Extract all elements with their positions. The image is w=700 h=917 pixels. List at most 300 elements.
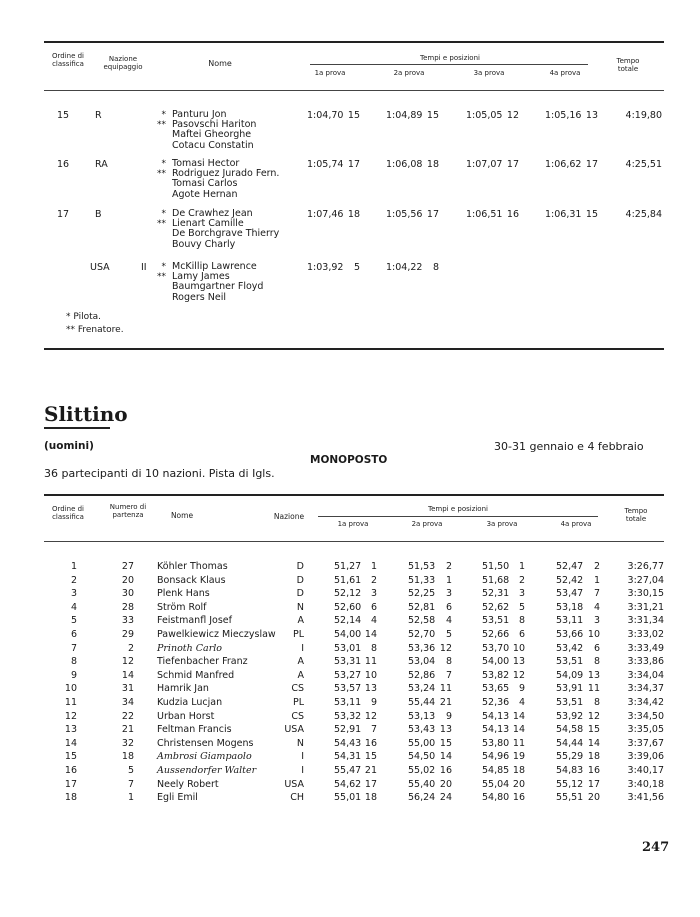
bob-run4: 1:05,16 xyxy=(545,110,582,121)
luge-pos2: 6 xyxy=(445,601,452,613)
luge-pos3: 10 xyxy=(512,642,525,654)
luge-nation: CS xyxy=(291,710,304,722)
luge-run2: 52,25 xyxy=(408,588,436,600)
luge-rank: 16 xyxy=(64,765,77,776)
table-row xyxy=(0,656,700,669)
section-title: Slittino xyxy=(44,402,128,426)
luge-pos2: 2 xyxy=(445,561,452,572)
luge-start-number: 1 xyxy=(127,792,134,804)
luge-pos1: 12 xyxy=(364,710,377,722)
luge-run3: 54,13 xyxy=(482,724,510,736)
luge-pos2: 8 xyxy=(445,656,452,668)
bob-run2: 1:06,08 xyxy=(386,159,423,170)
luge-total: 3:40,18 xyxy=(627,778,664,790)
luge-run1: 54,43 xyxy=(334,737,362,749)
luge-run1: 55,01 xyxy=(334,792,362,804)
bob-pos2: 17 xyxy=(426,209,439,220)
luge-run1: 54,00 xyxy=(334,629,362,640)
luge-run3: 54,96 xyxy=(482,751,510,763)
bob-header-rank: Ordine di classifica xyxy=(51,52,84,68)
bob-header-run2: 2a prova xyxy=(393,69,425,77)
luge-nation: USA xyxy=(284,778,304,790)
luge-header-run3: 3a prova xyxy=(486,520,518,528)
luge-header-rule xyxy=(44,541,664,542)
bob-pos4: 15 xyxy=(585,209,598,220)
luge-nation: PL xyxy=(292,697,304,708)
luge-rank: 13 xyxy=(64,724,77,736)
luge-run1: 52,14 xyxy=(334,615,362,627)
luge-run4: 54,09 xyxy=(556,669,584,681)
luge-total: 3:34,04 xyxy=(627,669,664,681)
table-row xyxy=(0,670,700,683)
luge-total: 3:30,15 xyxy=(627,588,664,600)
luge-athlete-name: Ström Rolf xyxy=(157,601,207,613)
luge-top-rule xyxy=(44,494,664,496)
bob-crew: McKillip Lawrence Lamy James Baumgartner Floyd Rogers Neil xyxy=(172,261,264,303)
luge-run3: 53,70 xyxy=(482,642,510,654)
luge-pos4: 20 xyxy=(587,792,600,804)
luge-run2: 52,70 xyxy=(408,629,436,640)
luge-pos1: 15 xyxy=(364,751,377,763)
luge-run4: 55,12 xyxy=(556,778,584,790)
bob-pos1: 5 xyxy=(353,262,360,273)
luge-nation: A xyxy=(297,615,304,627)
luge-run2: 55,02 xyxy=(408,765,436,776)
luge-total: 3:31,21 xyxy=(627,601,664,613)
bob-rank: 17 xyxy=(57,209,70,220)
luge-run1: 51,27 xyxy=(334,561,362,572)
luge-pos3: 19 xyxy=(512,751,525,763)
luge-rank: 3 xyxy=(70,588,77,600)
table-row xyxy=(0,588,700,601)
luge-athlete-name: Christensen Mogens xyxy=(157,737,254,749)
luge-header-nation: Nazione xyxy=(273,512,305,521)
luge-run1: 52,12 xyxy=(334,588,362,600)
luge-start-number: 7 xyxy=(127,778,134,790)
event-summary: 36 partecipanti di 10 nazioni. Pista di Igls. xyxy=(44,467,275,480)
luge-rank: 11 xyxy=(64,697,77,708)
luge-pos3: 3 xyxy=(518,588,525,600)
bob-nation: B xyxy=(95,209,102,220)
luge-start-number: 14 xyxy=(121,669,134,681)
luge-pos1: 11 xyxy=(364,656,377,668)
luge-total: 3:31,34 xyxy=(627,615,664,627)
luge-header-rank: Ordine di classifica xyxy=(51,505,84,521)
bob-total: 4:25,84 xyxy=(625,209,662,220)
luge-pos1: 16 xyxy=(364,737,377,749)
luge-pos4: 11 xyxy=(587,683,600,695)
luge-nation: I xyxy=(301,751,304,763)
bob-team-number: II xyxy=(141,262,147,273)
luge-athlete-name: Aussendorfer Walter xyxy=(157,765,257,776)
luge-run4: 53,11 xyxy=(556,615,584,627)
luge-run4: 53,51 xyxy=(556,697,584,708)
luge-run1: 53,01 xyxy=(334,642,362,654)
bob-pos3: 16 xyxy=(506,209,519,220)
bob-header-times-rule xyxy=(310,64,588,65)
luge-run1: 55,47 xyxy=(334,765,362,776)
bob-run4: 1:06,31 xyxy=(545,209,582,220)
bob-run1: 1:05,74 xyxy=(307,159,344,170)
luge-pos2: 24 xyxy=(439,792,452,804)
luge-pos4: 18 xyxy=(587,751,600,763)
luge-pos3: 14 xyxy=(512,724,525,736)
bob-run2: 1:04,89 xyxy=(386,110,423,121)
bob-bottom-rule xyxy=(44,348,664,350)
bob-crew: De Crawhez Jean Lienart Camille De Borchgrave Thierry Bouvy Charly xyxy=(172,208,280,250)
luge-pos2: 4 xyxy=(445,615,452,627)
luge-run3: 54,00 xyxy=(482,656,510,668)
luge-run2: 55,00 xyxy=(408,737,436,749)
luge-header-run2: 2a prova xyxy=(411,520,443,528)
luge-nation: D xyxy=(296,561,304,572)
bob-pos2: 15 xyxy=(426,110,439,121)
luge-start-number: 20 xyxy=(121,574,134,586)
luge-run4: 53,92 xyxy=(556,710,584,722)
top-rule xyxy=(44,41,664,43)
bob-row-15 xyxy=(0,110,700,155)
luge-pos3: 14 xyxy=(512,710,525,722)
luge-rank: 18 xyxy=(64,792,77,804)
luge-pos3: 2 xyxy=(518,574,525,586)
luge-header-start: Numero di partenza xyxy=(109,503,147,519)
bob-nation: RA xyxy=(95,159,108,170)
luge-pos2: 21 xyxy=(439,697,452,708)
luge-run4: 53,91 xyxy=(556,683,584,695)
table-row xyxy=(0,724,700,737)
luge-total: 3:39,06 xyxy=(627,751,664,763)
bob-pos2: 18 xyxy=(426,159,439,170)
table-row xyxy=(0,602,700,615)
luge-header-name: Nome xyxy=(170,511,194,520)
luge-rank: 9 xyxy=(70,669,77,681)
luge-pos1: 3 xyxy=(370,588,377,600)
bob-row-16 xyxy=(0,159,700,204)
luge-athlete-name: Hamrik Jan xyxy=(157,683,209,695)
footnote-frenatore: ** Frenatore. xyxy=(66,325,124,335)
luge-header-total: Tempo totale xyxy=(624,507,648,523)
table-row xyxy=(0,738,700,751)
luge-pos4: 6 xyxy=(593,642,600,654)
bob-header-name: Nome xyxy=(208,59,232,68)
luge-rank: 4 xyxy=(70,601,77,613)
luge-athlete-name: Egli Emil xyxy=(157,792,198,804)
luge-rank: 7 xyxy=(70,642,77,654)
bob-rank: 15 xyxy=(57,110,70,121)
luge-run4: 54,44 xyxy=(556,737,584,749)
luge-pos2: 9 xyxy=(445,710,452,722)
luge-pos1: 1 xyxy=(370,561,377,572)
luge-total: 3:37,67 xyxy=(627,737,664,749)
luge-run1: 53,32 xyxy=(334,710,362,722)
luge-total: 3:34,42 xyxy=(627,697,664,708)
luge-total: 3:33,86 xyxy=(627,656,664,668)
luge-pos1: 7 xyxy=(370,724,377,736)
luge-start-number: 30 xyxy=(121,588,134,600)
bob-pos2: 8 xyxy=(432,262,439,273)
table-row xyxy=(0,683,700,696)
luge-rank: 1 xyxy=(70,561,77,572)
bob-run1: 1:03,92 xyxy=(307,262,344,273)
luge-pos3: 4 xyxy=(518,697,525,708)
luge-rank: 5 xyxy=(70,615,77,627)
luge-pos2: 15 xyxy=(439,737,452,749)
luge-pos4: 15 xyxy=(587,724,600,736)
bob-crew-marks: * ** xyxy=(157,262,166,283)
bob-total: 4:25,51 xyxy=(625,159,662,170)
luge-run4: 55,51 xyxy=(556,792,584,804)
luge-run3: 55,04 xyxy=(482,778,510,790)
luge-pos4: 12 xyxy=(587,710,600,722)
luge-total: 3:41,56 xyxy=(627,792,664,804)
luge-athlete-name: Ambrosi Giampaolo xyxy=(157,751,252,763)
luge-run3: 52,36 xyxy=(482,697,510,708)
bob-crew-marks: * ** xyxy=(157,159,166,180)
event-title: MONOPOSTO xyxy=(310,454,388,466)
luge-run3: 52,31 xyxy=(482,588,510,600)
luge-pos4: 14 xyxy=(587,737,600,749)
luge-run4: 53,66 xyxy=(556,629,584,640)
luge-start-number: 28 xyxy=(121,601,134,613)
luge-pos4: 10 xyxy=(587,629,600,640)
luge-start-number: 22 xyxy=(121,710,134,722)
luge-run3: 51,68 xyxy=(482,574,510,586)
bob-nation: USA xyxy=(90,262,110,273)
table-row xyxy=(0,751,700,764)
luge-pos4: 8 xyxy=(593,656,600,668)
luge-pos1: 13 xyxy=(364,683,377,695)
luge-run4: 54,58 xyxy=(556,724,584,736)
luge-start-number: 32 xyxy=(121,737,134,749)
bob-run3: 1:05,05 xyxy=(466,110,503,121)
luge-pos3: 20 xyxy=(512,778,525,790)
luge-pos4: 8 xyxy=(593,697,600,708)
luge-pos1: 17 xyxy=(364,778,377,790)
luge-header-times-rule xyxy=(318,516,598,517)
luge-pos3: 18 xyxy=(512,765,525,776)
luge-start-number: 33 xyxy=(121,615,134,627)
luge-run4: 55,29 xyxy=(556,751,584,763)
luge-athlete-name: Urban Horst xyxy=(157,710,215,722)
luge-pos1: 6 xyxy=(370,601,377,613)
luge-pos3: 9 xyxy=(518,683,525,695)
bob-run3: 1:07,07 xyxy=(466,159,503,170)
luge-run2: 53,04 xyxy=(408,656,436,668)
luge-start-number: 27 xyxy=(121,561,134,572)
luge-nation: CS xyxy=(291,683,304,695)
luge-pos2: 1 xyxy=(445,574,452,586)
luge-run2: 53,24 xyxy=(408,683,436,695)
bob-rank: 16 xyxy=(57,159,70,170)
category-label: (uomini) xyxy=(44,440,94,452)
luge-total: 3:33,02 xyxy=(627,629,664,640)
luge-pos1: 8 xyxy=(370,642,377,654)
luge-total: 3:40,17 xyxy=(627,765,664,776)
table-row xyxy=(0,643,700,656)
bob-crew-marks: * ** xyxy=(157,110,166,131)
luge-start-number: 12 xyxy=(121,656,134,668)
luge-pos2: 3 xyxy=(445,588,452,600)
luge-total: 3:35,05 xyxy=(627,724,664,736)
luge-pos1: 10 xyxy=(364,669,377,681)
luge-run3: 54,80 xyxy=(482,792,510,804)
luge-athlete-name: Plenk Hans xyxy=(157,588,210,600)
luge-header-run4: 4a prova xyxy=(560,520,592,528)
luge-athlete-name: Köhler Thomas xyxy=(157,561,228,572)
luge-run3: 53,80 xyxy=(482,737,510,749)
luge-pos1: 4 xyxy=(370,615,377,627)
bob-pos1: 17 xyxy=(347,159,360,170)
luge-pos3: 1 xyxy=(518,561,525,572)
luge-pos2: 12 xyxy=(439,642,452,654)
luge-run2: 52,58 xyxy=(408,615,436,627)
bob-pos3: 17 xyxy=(506,159,519,170)
luge-nation: A xyxy=(297,656,304,668)
table-row xyxy=(0,765,700,778)
luge-run4: 53,42 xyxy=(556,642,584,654)
luge-pos1: 21 xyxy=(364,765,377,776)
luge-run1: 53,31 xyxy=(334,656,362,668)
luge-pos4: 17 xyxy=(587,778,600,790)
luge-pos1: 9 xyxy=(370,697,377,708)
luge-run4: 53,47 xyxy=(556,588,584,600)
luge-rank: 15 xyxy=(64,751,77,763)
luge-run3: 52,66 xyxy=(482,629,510,640)
luge-start-number: 31 xyxy=(121,683,134,695)
footnote-pilota: * Pilota. xyxy=(66,312,102,322)
bob-crew: Tomasi Hector Rodriguez Jurado Fern. Tomasi Carlos Agote Hernan xyxy=(172,158,280,200)
luge-nation: PL xyxy=(292,629,304,640)
luge-run3: 53,51 xyxy=(482,615,510,627)
luge-pos2: 11 xyxy=(439,683,452,695)
bob-crew: Panturu Jon Pasovschi Hariton Maftei Gheorghe Cotacu Constatin xyxy=(172,109,257,151)
luge-run2: 52,81 xyxy=(408,601,436,613)
luge-pos4: 16 xyxy=(587,765,600,776)
luge-athlete-name: Prinoth Carlo xyxy=(157,642,222,654)
luge-header-times-group: Tempi e posizioni xyxy=(428,505,488,513)
bob-row-usa-ii xyxy=(0,262,700,307)
luge-run3: 53,65 xyxy=(482,683,510,695)
luge-run1: 51,61 xyxy=(334,574,362,586)
luge-pos4: 1 xyxy=(593,574,600,586)
luge-nation: I xyxy=(301,765,304,776)
luge-run1: 53,57 xyxy=(334,683,362,695)
luge-pos3: 11 xyxy=(512,737,525,749)
table-row xyxy=(0,615,700,628)
luge-pos1: 2 xyxy=(370,574,377,586)
luge-pos3: 12 xyxy=(512,669,525,681)
bob-run4: 1:06,62 xyxy=(545,159,582,170)
bob-row-17 xyxy=(0,209,700,254)
bob-pos4: 17 xyxy=(585,159,598,170)
luge-total: 3:34,50 xyxy=(627,710,664,722)
luge-total: 3:34,37 xyxy=(627,683,664,695)
luge-total: 3:26,77 xyxy=(627,561,664,572)
luge-run2: 54,50 xyxy=(408,751,436,763)
table-row xyxy=(0,697,700,710)
bob-total: 4:19,80 xyxy=(625,110,662,121)
bob-header-run1: 1a prova xyxy=(314,69,346,77)
table-row xyxy=(0,629,700,642)
bob-pos1: 18 xyxy=(347,209,360,220)
luge-run2: 51,33 xyxy=(408,574,436,586)
luge-rank: 6 xyxy=(70,629,77,640)
bob-header-run3: 3a prova xyxy=(473,69,505,77)
luge-athlete-name: Pawelkiewicz Mieczyslaw xyxy=(157,629,276,640)
luge-pos2: 13 xyxy=(439,724,452,736)
bob-run1: 1:04,70 xyxy=(307,110,344,121)
luge-start-number: 29 xyxy=(121,629,134,640)
bob-header-rule xyxy=(44,90,664,91)
luge-run4: 52,42 xyxy=(556,574,584,586)
luge-run4: 54,83 xyxy=(556,765,584,776)
luge-nation: A xyxy=(297,669,304,681)
luge-pos4: 2 xyxy=(593,561,600,572)
luge-run2: 55,44 xyxy=(408,697,436,708)
bob-nation: R xyxy=(95,110,102,121)
luge-nation: CH xyxy=(290,792,304,804)
luge-start-number: 34 xyxy=(121,697,134,708)
bob-header-nation: Nazione equipaggio xyxy=(103,55,143,71)
luge-pos1: 18 xyxy=(364,792,377,804)
luge-run3: 51,50 xyxy=(482,561,510,572)
luge-nation: USA xyxy=(284,724,304,736)
table-row xyxy=(0,561,700,574)
luge-rank: 17 xyxy=(64,778,77,790)
luge-pos2: 7 xyxy=(445,669,452,681)
luge-pos4: 7 xyxy=(593,588,600,600)
luge-total: 3:33,49 xyxy=(627,642,664,654)
luge-pos3: 16 xyxy=(512,792,525,804)
section-title-underline xyxy=(44,427,110,429)
luge-run4: 53,51 xyxy=(556,656,584,668)
luge-nation: D xyxy=(296,588,304,600)
event-dates: 30-31 gennaio e 4 febbraio xyxy=(494,440,644,453)
luge-athlete-name: Tiefenbacher Franz xyxy=(157,656,248,668)
luge-pos2: 20 xyxy=(439,778,452,790)
bob-run3: 1:06,51 xyxy=(466,209,503,220)
luge-run2: 52,86 xyxy=(408,669,436,681)
luge-run2: 55,40 xyxy=(408,778,436,790)
luge-rank: 12 xyxy=(64,710,77,722)
luge-run3: 52,62 xyxy=(482,601,510,613)
luge-run2: 53,43 xyxy=(408,724,436,736)
bob-header-times-group: Tempi e posizioni xyxy=(420,54,480,62)
bob-run2: 1:04,22 xyxy=(386,262,423,273)
luge-pos4: 3 xyxy=(593,615,600,627)
luge-nation: I xyxy=(301,642,304,654)
luge-run1: 54,31 xyxy=(334,751,362,763)
luge-run2: 51,53 xyxy=(408,561,436,572)
luge-run1: 54,62 xyxy=(334,778,362,790)
table-row xyxy=(0,792,700,805)
luge-total: 3:27,04 xyxy=(627,574,664,586)
luge-run2: 56,24 xyxy=(408,792,436,804)
luge-pos2: 5 xyxy=(445,629,452,640)
luge-run1: 52,60 xyxy=(334,601,362,613)
luge-pos2: 16 xyxy=(439,765,452,776)
luge-athlete-name: Schmid Manfred xyxy=(157,669,235,681)
page-number: 247 xyxy=(642,840,670,855)
luge-run2: 53,36 xyxy=(408,642,436,654)
table-row xyxy=(0,575,700,588)
luge-nation: N xyxy=(296,601,304,613)
bob-pos3: 12 xyxy=(506,110,519,121)
luge-rank: 8 xyxy=(70,656,77,668)
luge-run3: 53,82 xyxy=(482,669,510,681)
luge-run1: 53,27 xyxy=(334,669,362,681)
table-row xyxy=(0,779,700,792)
